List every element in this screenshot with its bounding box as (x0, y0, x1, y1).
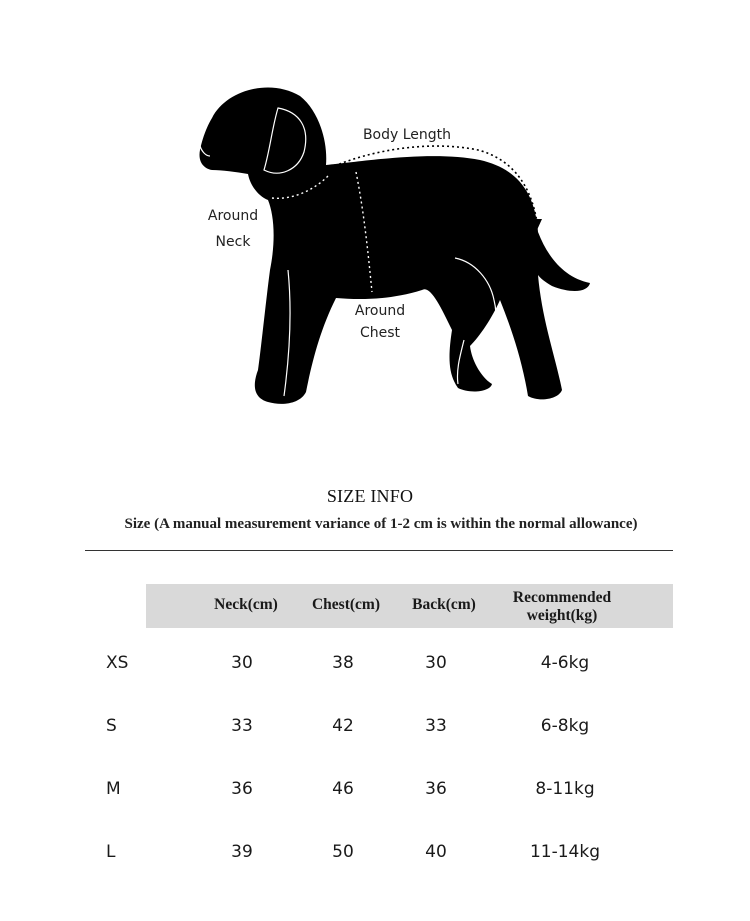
back-cell: 40 (425, 842, 447, 862)
measurement-diagram (0, 0, 750, 440)
back-cell: 33 (425, 716, 447, 736)
back-cell: 36 (425, 779, 447, 799)
dog-silhouette-icon (0, 0, 750, 440)
size-cell: L (106, 842, 116, 862)
size-cell: M (106, 779, 121, 799)
weight-cell: 11-14kg (529, 842, 601, 862)
chest-cell: 42 (332, 716, 354, 736)
size-cell: S (106, 716, 117, 736)
neck-cell: 39 (231, 842, 253, 862)
size-cell: XS (106, 653, 129, 673)
chest-cell: 38 (332, 653, 354, 673)
size-info-title: SIZE INFO (326, 486, 414, 506)
table-row (0, 711, 750, 741)
header-weight: Recommended weight(kg) (512, 589, 612, 624)
table-row (0, 648, 750, 678)
header-neck: Neck(cm) (214, 596, 278, 613)
table-row (0, 774, 750, 804)
body-length-label: Body Length (362, 127, 452, 143)
header-back: Back(cm) (412, 596, 476, 613)
size-info-subtitle: Size (A manual measurement variance of 1-2 cm is within the normal allowance) (124, 516, 638, 532)
header-chest: Chest(cm) (311, 596, 380, 613)
neck-cell: 36 (231, 779, 253, 799)
table-row (0, 837, 750, 867)
weight-cell: 4-6kg (540, 653, 590, 673)
weight-cell: 6-8kg (540, 716, 590, 736)
chest-cell: 46 (332, 779, 354, 799)
back-cell: 30 (425, 653, 447, 673)
around-chest-label: Around Chest (354, 303, 406, 341)
neck-cell: 30 (231, 653, 253, 673)
around-neck-label: Around Neck (207, 208, 259, 250)
divider (85, 550, 673, 551)
neck-cell: 33 (231, 716, 253, 736)
chest-cell: 50 (332, 842, 354, 862)
weight-cell: 8-11kg (535, 779, 595, 799)
